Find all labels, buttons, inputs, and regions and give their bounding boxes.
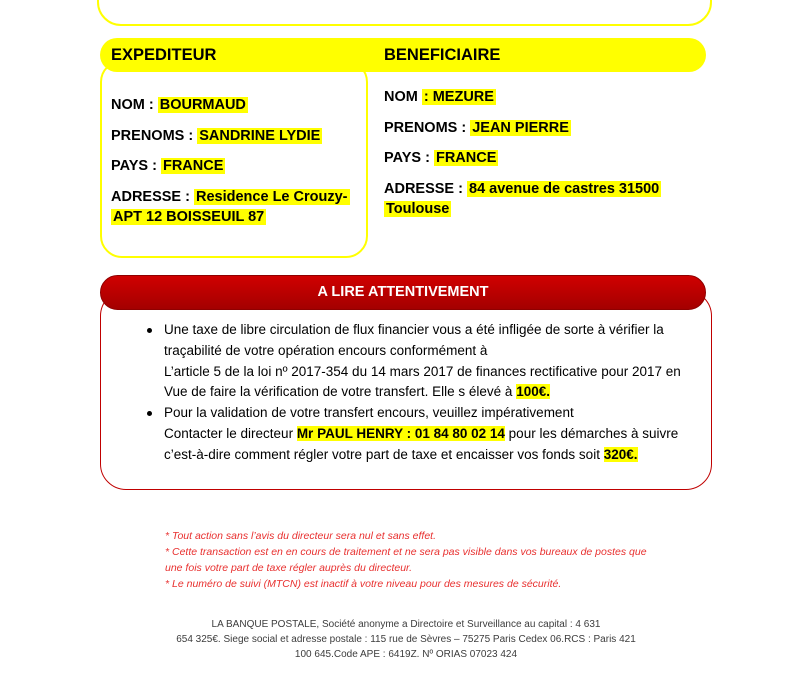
beneficiary-pays-field — [384, 148, 661, 168]
warning-notes — [165, 528, 647, 592]
sender-adresse-line: Residence Le Crouzy- — [196, 188, 348, 205]
notice-line — [164, 382, 681, 403]
beneficiary-prenoms-value: JEAN PIERRE — [472, 119, 569, 136]
notice-line-text: Contacter le directeur — [164, 425, 297, 441]
sender-heading: EXPEDITEUR — [111, 46, 217, 64]
sender-pays-field — [111, 156, 350, 176]
notice-line-text: c’est-à-dire comment régler votre part de taxe et encaisser vos fonds soit — [164, 446, 604, 462]
notice-line — [164, 424, 681, 445]
beneficiary-pays-value: FRANCE — [435, 150, 497, 166]
contact-bullet — [147, 403, 681, 465]
beneficiary-adresse-line: Toulouse — [386, 200, 450, 217]
notice-bullet-list — [147, 320, 681, 466]
bullet-marker — [147, 411, 152, 416]
beneficiary-details — [384, 87, 661, 219]
sender-pays-value: FRANCE — [162, 158, 224, 174]
notice-line-text: Vue de faire la vérification de votre transfert. Elle s élevé à — [164, 384, 517, 400]
field-label: NOM — [384, 89, 422, 105]
notice-title-bar: A LIRE ATTENTIVEMENT — [100, 275, 706, 310]
tax-bullet — [147, 320, 681, 403]
notice-line — [164, 445, 681, 466]
field-label: PAYS : — [111, 158, 161, 174]
notice-line: Pour la validation de votre transfert encours, veuillez impérativement — [164, 405, 574, 421]
legal-footer — [100, 617, 712, 662]
parties-header-bar — [100, 38, 706, 72]
field-label: PRENOMS : — [111, 127, 198, 144]
notice-line: traçabilité de votre opération encours conformément à — [164, 342, 488, 358]
director-contact: Mr PAUL HENRY : 01 84 80 02 14 — [296, 425, 505, 441]
field-label: PAYS : — [384, 150, 434, 166]
legal-footer-line: 654 325€. Siege social et adresse postale : 115 rue de Sèvres – 75275 Paris Cedex 06.RCS : Paris 421 — [176, 633, 636, 645]
sender-adresse-line: APT 12 BOISSEUIL 87 — [113, 208, 265, 225]
field-label: NOM : — [111, 97, 158, 113]
sender-nom-field — [111, 95, 350, 115]
notice-line: Une taxe de libre circulation de flux financier vous a été infligée de sorte à vérifier la — [164, 322, 664, 337]
bullet-marker — [147, 328, 152, 333]
field-label: ADRESSE : — [384, 180, 467, 197]
beneficiary-adresse-line: 84 avenue de castres 31500 — [469, 180, 660, 197]
warning-line: * Le numéro de suivi (MTCN) est inactif à votre niveau pour des mesures de sécurité. — [165, 578, 562, 590]
sender-details — [111, 95, 350, 227]
beneficiary-adresse-field — [384, 179, 661, 219]
field-label: ADRESSE : — [111, 188, 194, 205]
sender-nom-value: BOURMAUD — [159, 97, 246, 113]
sender-adresse-field — [111, 187, 350, 227]
notice-line: L’article 5 de la loi nº 2017-354 du 14 mars 2017 de finances rectificative pour 2017 en — [164, 363, 681, 379]
field-label: PRENOMS : — [384, 119, 471, 136]
warning-line: * Cette transaction est en en cours de traitement et ne sera pas visible dans vos bureaux de postes que — [165, 546, 647, 558]
beneficiary-nom-value: : MEZURE — [423, 89, 494, 105]
warning-line: une fois votre part de taxe régler auprès du directeur. — [165, 562, 413, 574]
notice-line-text: pour les démarches à suivre — [504, 425, 679, 441]
beneficiary-prenoms-field — [384, 118, 661, 138]
total-amount: 320€. — [603, 446, 638, 462]
previous-section-box — [97, 0, 712, 26]
legal-footer-line: LA BANQUE POSTALE, Société anonyme a Directoire et Surveillance au capital : 4 631 — [211, 618, 601, 630]
sender-prenoms-field — [111, 126, 350, 146]
warning-line: * Tout action sans l’avis du directeur sera nul et sans effet. — [165, 530, 437, 542]
beneficiary-nom-field — [384, 87, 661, 107]
beneficiary-heading: BENEFICIAIRE — [384, 46, 501, 64]
sender-prenoms-value: SANDRINE LYDIE — [199, 127, 321, 144]
legal-footer-line: 100 645.Code APE : 6419Z. Nº ORIAS 07023 424 — [294, 648, 518, 660]
tax-amount: 100€. — [516, 384, 550, 400]
